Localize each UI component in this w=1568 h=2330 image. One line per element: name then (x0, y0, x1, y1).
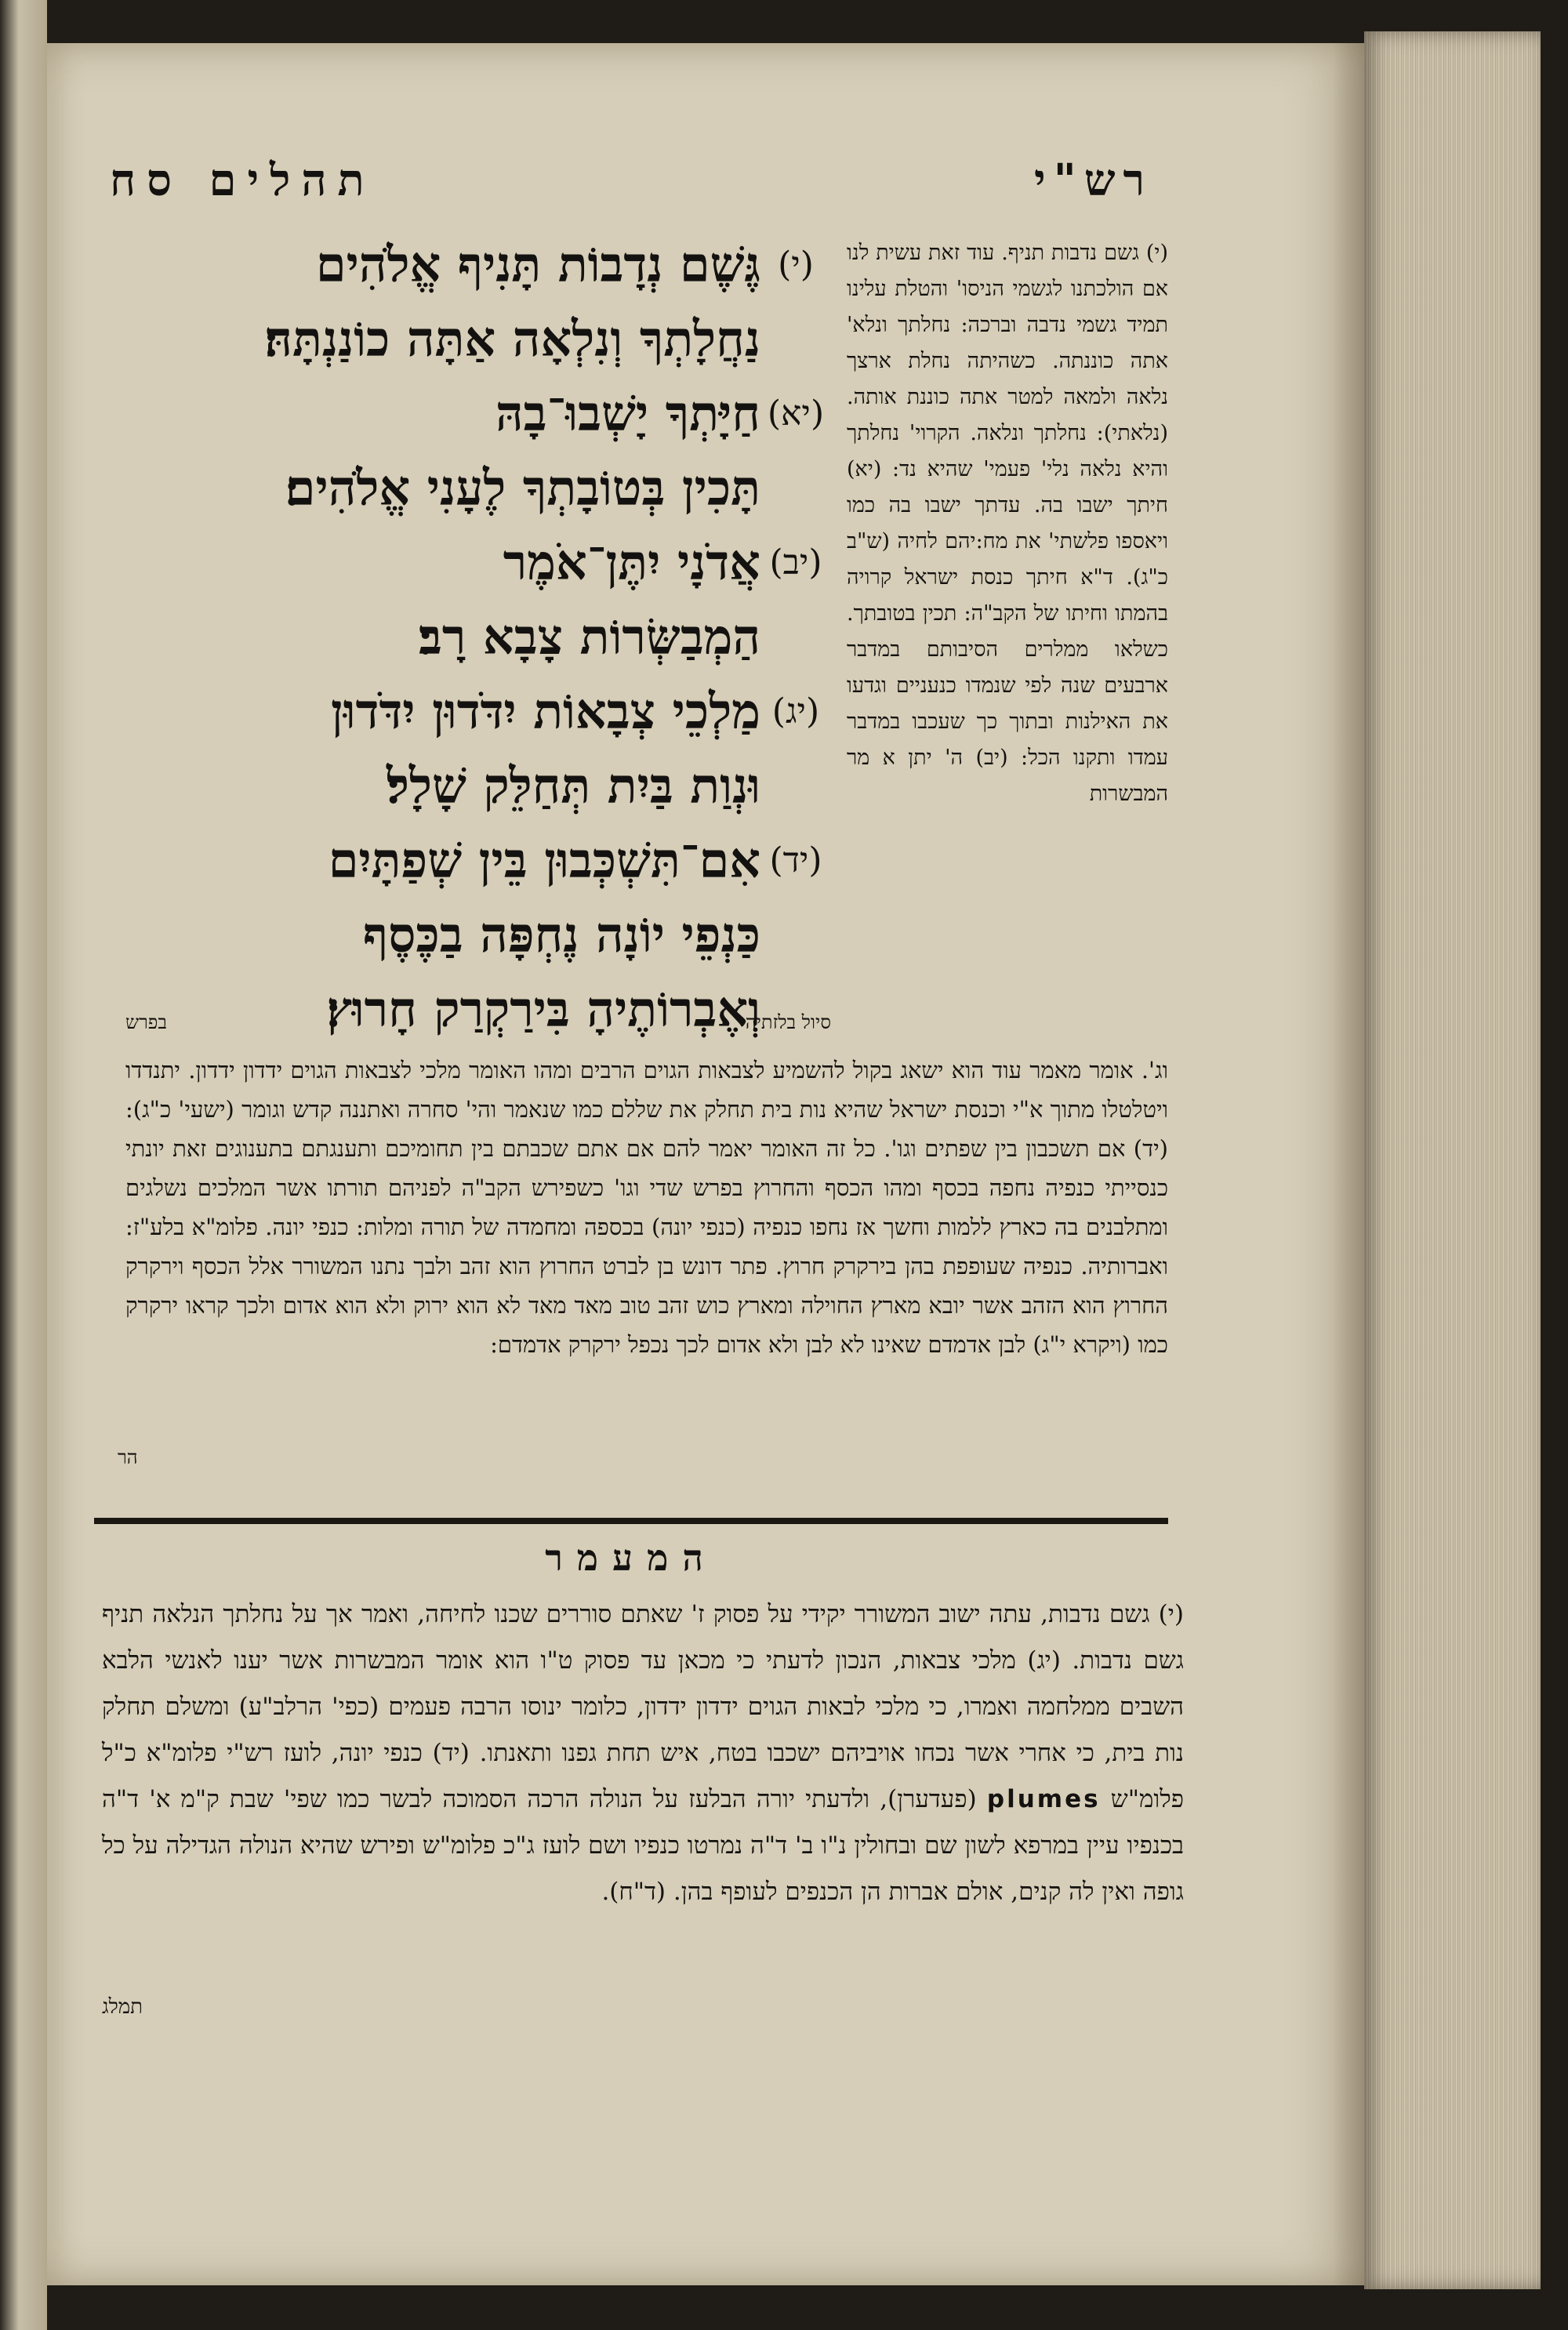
book-fore-edge (1364, 31, 1541, 2289)
verse-line (141, 227, 831, 302)
verse-text: אֲדֹנָי יִתֶּן־אֹמֶר (503, 533, 760, 591)
verse-text: מַלְכֵי צְבָאוֹת יִדֹּדוּן יִדֹּדוּן (330, 682, 760, 740)
verse-number: (י) (778, 245, 814, 285)
verse-text: חַיָּתְךָ יָשְׁבוּ־בָהּ (495, 384, 760, 442)
verse-line (141, 674, 831, 749)
running-head-book-chapter: תהלים סח (110, 154, 376, 206)
hamaamar-text-part-1: (י) גשם נדבות, עתה ישוב המשורר יקידי על פסוק ז' שאתם סוררים שכנו לחיחה, ואמר אך על נחלתך הנלאה תניף גשם נדבות. (יג) מלכי צבאות, הנכון לדעתי כי מכאן עד פסוק ט"ו הוא אומר המבשרות אשר יענו לאנשי הלבא השבים ממלחמה ואמרו, כי מלכי לבאות הגוים ידדון ידדון, כלומר ינוסו הרבה פעמים (כפי' הרלב"ע) ומשלם תחלק נות בית, כי אחרי אשר נכחו אויביהם ישכבו בטח, איש תחת גפנו ותאנתו. (יד) כנפי יונה, לועז רש"י פלומ"א כ"ל פלומ"ש (102, 1600, 1185, 1813)
verse-text: וּנְוַת בַּיִת תְּחַלֵּק שָׁלָל׃ (387, 757, 760, 815)
verse-line (141, 749, 831, 823)
verse-line (141, 451, 831, 525)
scripture-verses (141, 227, 831, 1047)
verse-text: כַּנְפֵי יוֹנָה נֶחְפָּה בַכֶּסֶף (363, 906, 760, 964)
verse-line (141, 600, 831, 674)
verse-text: תָּכִין בְּטוֹבָתְךָ לֶעָנִי אֱלֹהִים׃ (285, 459, 760, 517)
masorah-notes (125, 1011, 831, 1043)
hamaamar-commentary (102, 1591, 1184, 1915)
verse-text: וְאֶבְרוֹתֶיהָ בִּירַקְרַק חָרוּץ׃ (326, 980, 760, 1038)
running-head (110, 153, 1152, 208)
verse-text: אִם־תִּשְׁכְּבוּן בֵּין שְׁפַתָּיִם (328, 831, 760, 889)
verse-number: (יד) (769, 840, 822, 880)
running-head-rashi: רש"י (1033, 154, 1152, 206)
verse-number: (יב) (769, 543, 822, 582)
verse-line (141, 898, 831, 972)
verse-number: (יג) (771, 691, 820, 731)
rashi-commentary-column: (י) גשם נדבות תניף. עוד זאת עשית לנו אם הולכתנו לגשמי הניסו' והטלת עלינו תמיד גשמי נדבה וברכה: נחלתך ונלא' אתה כוננתה. כשהיתה נחלת ארצך נלאה ולמאה למטר אתה כוננת אותה. (נלאתי): נחלתך ונלאה. הקרוי' נחלתך והיא נלאה נלי' פעמי' שהיא נד: (יא) חיתך ישבו בה. עדתך ישבו בה כמו ויאספו פלשתי' את מח:יהם לחיה (ש"ב כ"ג). ד"א חיתך כנסת ישראל קרויה בהמתו וחיתו של הקב"ה: תכין בטובתך. כשלאו ממלרים הסיבותם במדבר ארבעים שנה לפי שנמדו כנעניים וגדעו את האילנות ובתוך כך שעכבו במדבר עמדו ותקנו הכל: (יב) ה' יתן א מר המבשרות (847, 241, 1168, 806)
rashi-commentary-wide: וג'. אומר מאמר עוד הוא ישאג בקול להשמיע לצבאות הגוים הרבים ומהו האומר מלכי לצבאות הגוים ידדון ידדון. יתנדדו ויטלטלו מתוך א"י וכנסת ישראל שהיא נות בית תחלק את שללם כמו שנאמר והי' סחרה ואתננה קדש וגומר (ישעי' כ"ג): (יד) אם תשכבון בין שפתים וגו'. כל זה האומר יאמר להם אם אתם שכבתם בין תחומיכם ותענגתם בתענוגים זאת יונתי כנסייתי כנפיה נחפה בכסף ומהו הכסף והחרוץ בפרש שדי וגו' כשפירש הקב"ה לפניהם תורתו אשר המלכים נשלגים ומתלבנים בה כארץ ללמות וחשך אז נחפו כנפיה (כנפי יונה) בכספה ומחמדה של תורה ומלות: כנפי יונה. פלומ"א בלע"ז: ואברותיה. כנפיה שעופפת בהן בירקרק חרוץ. פתר דונש בן לברט החרוץ הוא זהב ולבך נתנו המשורר אלל הכסף וירקרק החרוץ הוא הזהב אשר יובא מארץ החוילה ומארץ כוש זהב טוב מאד מאד לא הוא ירוק ולא הוא אדום ולכך קראו ירקרק כמו (ויקרא י"ג) לבן אדמדם שאינו לא לבן ולא אדום לכך נכפל ירקרק אדמדם: (125, 1057, 1169, 1358)
verse-text: גֶּשֶׁם נְדָבוֹת תָּנִיף אֱלֹהִים (315, 235, 760, 293)
verse-line (141, 823, 831, 898)
catchword: הר (118, 1446, 138, 1468)
masorah-note-center: סיול בלזתיה (745, 1011, 831, 1033)
verse-line (141, 376, 831, 451)
section-divider (94, 1518, 1168, 1524)
verse-line (141, 525, 831, 600)
verse-text: הַמְבַשְּׂרוֹת צָבָא רָב׃ (419, 608, 760, 666)
masorah-note-left: בפרש (125, 1011, 167, 1033)
verse-text: נַחֲלָתְךָ וְנִלְאָה אַתָּה כוֹנַנְתָּהּ׃ (264, 310, 760, 368)
previous-page-edge (0, 0, 47, 2330)
verse-line (141, 302, 831, 376)
hamaamar-title: המעמר (545, 1537, 717, 1579)
hamaamar-text-part-2: (פעדערן), ולדעתי יורה הבלעז על הנולה הרכה הסמוכה לבשר כמו שפי' שבת ק"מ א' ד"ה בכנפיו עיין במרפא לשון שם ובחולין נ"ו ב' ד"ה נמרטו כנפיו ושם לועז ג"כ פלומ"ש ופירש שהיא הנולה הגדילה על כל גופה ואין לה קנים, אולם אברות הן הכנפים לעופף בהן. (ד"ח). (102, 1785, 1184, 1906)
latin-gloss: plumes (986, 1785, 1101, 1813)
signature-mark: תמלג (102, 1995, 143, 2019)
verse-number: (יא) (767, 394, 825, 434)
